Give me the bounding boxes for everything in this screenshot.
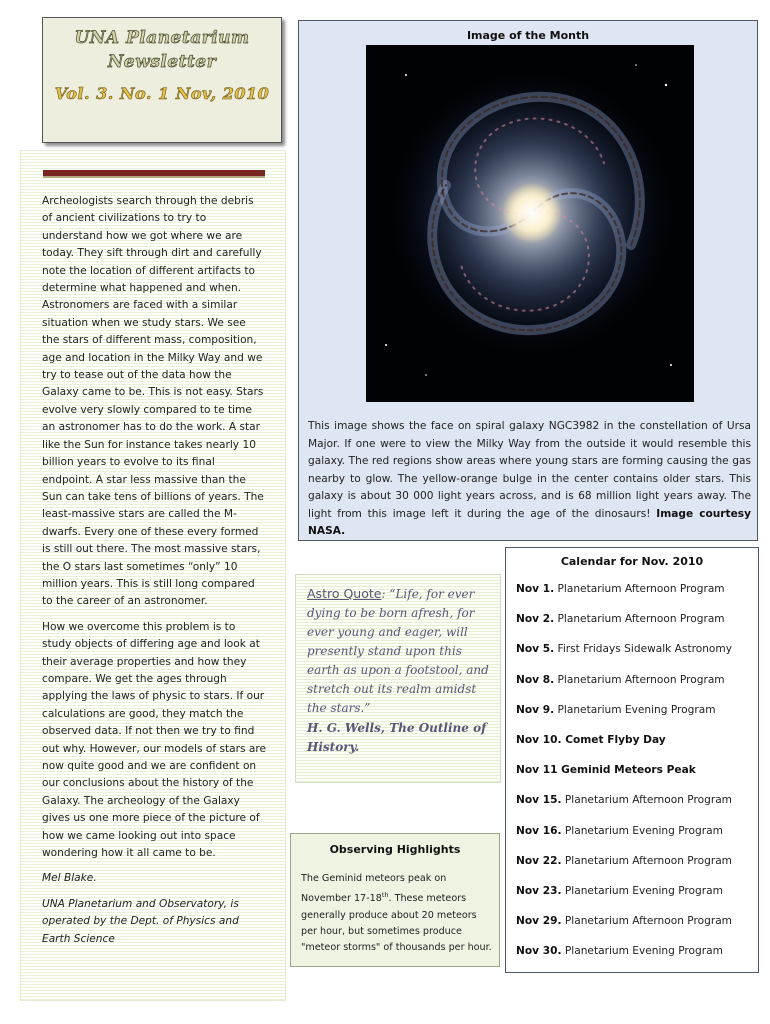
observing-ordinal: th [381,891,389,900]
observing-highlights-box [290,833,500,967]
calendar-event: Planetarium Afternoon Program [557,673,725,686]
calendar-date: Nov 8. [516,673,555,686]
calendar-item [516,855,756,885]
observing-highlights-text [301,871,493,956]
calendar-date: Nov 15. [516,794,562,807]
calendar-item [516,583,756,613]
astro-quote-label: Astro Quote [307,586,382,601]
astro-quote-box: Astro Quote: “Life, for ever dying to be born afresh, for ever young and eager, will presently stand upon this earth as upon a footstool, and stretch out its realm amidst the stars.” H. G. Wells, The Outline of History. [295,574,501,783]
calendar-item [516,885,756,915]
calendar-date: Nov 5. [516,643,555,656]
calendar-date: Nov 16. [516,824,562,837]
calendar-item [516,945,756,975]
calendar-item [516,764,756,794]
observing-text-start: The Geminid meteors peak on November 17-18 [301,873,447,905]
calendar-event: Planetarium Evening Program [564,824,723,837]
volume-issue: Vol. 3. No. 1 Nov, 2010 [54,84,270,103]
calendar-date: Nov 29. [516,915,562,928]
calendar-box [505,547,759,973]
calendar-date: Nov 11 Geminid Meteors Peak [516,764,696,777]
article-body [42,193,266,956]
calendar-item [516,643,756,673]
image-of-month-title: Image of the Month [466,29,590,42]
calendar-event: Planetarium Afternoon Program [564,915,733,928]
calendar-date: Nov 10. Comet Flyby Day [516,733,666,746]
calendar-item [516,704,756,734]
masthead [42,17,282,143]
calendar-event: Planetarium Evening Program [557,703,716,716]
article-paragraph-1: Archeologists search through the debris of ancient civilizations to try to understand how we got where we are today. They sift through dirt and carefully note the location of different artifacts to determine what happened and when. Astronomers are faced with a similar situation when we study stars. We see the stars of different mass, composition, age and location in the Milky Way and we try to tease out of the data how the Galaxy came to be. This is not easy. Stars evolve very slowly compared to te time an astronomer has to do the work. A star like the Sun for instance takes nearly 10 billion years to evolve to its final endpoint. A star less massive than the Sun can take tens of billions of years. The least-massive stars are called the M-dwarfs. Every one of these every formed is still out there. The most massive stars, the O stars last sometimes “only” 10 million years. This is still long compared to the career of an astronomer. [42,195,264,608]
caption-text: This image shows the face on spiral galaxy NGC3982 in the constellation of Ursa Major. If one were to view the Milky Way from the outside it would resemble this galaxy. The red regions show areas where young stars are forming causing the gas nearby to glow. The yellow-orange bulge in the center contains older stars. This galaxy is about 30 000 light years across, and is 68 million light years away. The light from this image left it during the age of the dinosaurs! [308,420,751,520]
galaxy-image [366,45,694,402]
calendar-item [516,613,756,643]
image-credit: Image courtesy NASA. [308,507,751,537]
calendar-item [516,825,756,855]
calendar-date: Nov 30. [516,945,562,958]
calendar-list [516,583,756,975]
calendar-item [516,674,756,704]
article-paragraph-2: How we overcome this problem is to study objects of differing age and look at their average properties and how they compare. We get the ages through applying the laws of physic to stars. If our calculations are good, they match the observed data. If not then we try to find out why. However, our models of stars are now quite good and we are confident on our conclusions about the history of the Galaxy. The archeology of the Galaxy gives us one more piece of the picture of how we came looking out into space wondering how it all came to be. [42,620,267,860]
decorative-divider [43,170,265,178]
calendar-item [516,794,756,824]
calendar-date: Nov 23. [516,884,562,897]
calendar-title: Calendar for Nov. 2010 [560,555,704,568]
calendar-date: Nov 9. [516,703,555,716]
calendar-event: Planetarium Afternoon Program [564,794,733,807]
calendar-event: Planetarium Afternoon Program [557,613,725,626]
article-author: Mel Blake. [42,872,97,885]
calendar-date: Nov 1. [516,583,555,595]
spiral-galaxy-illustration [366,45,694,402]
newsletter-title-line2: Newsletter [107,52,217,72]
calendar-item [516,734,756,764]
calendar-event: Planetarium Evening Program [564,884,723,897]
article-affiliation: UNA Planetarium and Observatory, is operated by the Dept. of Physics and Earth Science [42,897,239,945]
newsletter-title [43,26,281,74]
article-column [20,150,286,1001]
astro-quote-attribution: H. G. Wells, The Outline of History. [307,721,487,754]
calendar-event: Planetarium Afternoon Program [564,854,733,867]
astro-quote-text: “Life, for ever dying to be born afresh, for ever young and eager, will presently stand upon this earth as upon a footstool, and stretch out its realm amidst the stars.” [307,587,489,715]
observing-text-end: . These meteors generally produce about 20 meteors per hour, but sometimes produce "meteor storms" of thousands per hour. [301,893,492,953]
image-of-the-month [298,20,758,541]
calendar-date: Nov 2. [516,613,555,626]
calendar-date: Nov 22. [516,854,562,867]
calendar-item [516,915,756,945]
observing-highlights-title: Observing Highlights [329,843,461,856]
calendar-event: Planetarium Afternoon Program [557,583,725,595]
calendar-event: Planetarium Evening Program [564,945,723,958]
calendar-event: First Fridays Sidewalk Astronomy [557,643,732,656]
image-of-month-caption [308,418,751,541]
newsletter-title-line1: UNA Planetarium [74,28,250,48]
